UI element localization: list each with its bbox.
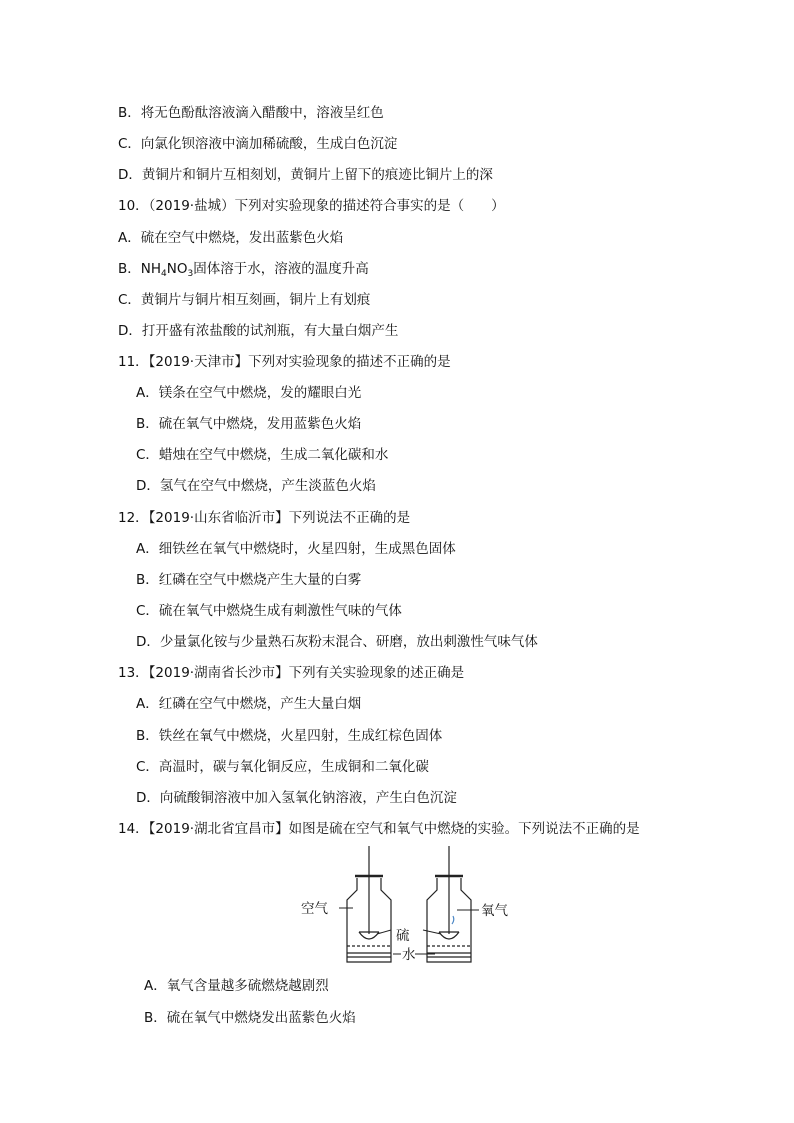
option-d-q13: D．向硫酸铜溶液中加入氢氧化钠溶液，产生白色沉淀 [136, 790, 457, 806]
formula-sub-3: 3 [187, 269, 194, 279]
option-d-q12: D．少量氯化铵与少量熟石灰粉末混合、研磨，放出刺激性气味气体 [136, 634, 538, 650]
option-b-q10 [118, 260, 369, 283]
option-c-q9: C．向氯化钡溶液中滴加稀硫酸，生成白色沉淀 [118, 136, 398, 152]
option-c-q13: C．高温时，碳与氧化铜反应，生成铜和二氧化碳 [136, 759, 429, 775]
option-b-q9: B．将无色酚酞溶液滴入醋酸中，溶液呈红色 [118, 105, 384, 121]
question-12: 12．【2019·山东省临沂市】下列说法不正确的是 [118, 510, 411, 526]
sulfur-combustion-diagram [295, 846, 525, 971]
option-c-q12: C．硫在氧气中燃烧生成有刺激性气味的气体 [136, 603, 402, 619]
formula-prefix: B．NH [118, 261, 162, 277]
option-c-q11: C．蜡烛在空气中燃烧，生成二氧化碳和水 [136, 447, 389, 463]
option-b-q13: B．铁丝在氧气中燃烧，火星四射，生成红棕色固体 [136, 728, 443, 744]
label-oxygen: 氧气 [481, 903, 508, 919]
option-a-q12: A．细铁丝在氧气中燃烧时，火星四射，生成黑色固体 [136, 541, 456, 557]
option-d-q9: D．黄铜片和铜片互相刻划，黄铜片上留下的痕迹比铜片上的深 [118, 167, 493, 183]
formula-sub-4: 4 [161, 269, 167, 279]
oxygen-bottle [427, 846, 471, 962]
label-air: 空气 [301, 901, 328, 917]
formula-mid: NO [166, 261, 188, 277]
option-a-q10: A．硫在空气中燃烧，发出蓝紫色火焰 [118, 230, 344, 246]
option-a-q14: A．氧气含量越多硫燃烧越剧烈 [144, 978, 329, 994]
question-11: 11．【2019·天津市】下列对实验现象的描述不正确的是 [118, 354, 451, 370]
option-d-q10: D．打开盛有浓盐酸的试剂瓶，有大量白烟产生 [118, 323, 399, 339]
air-bottle [347, 846, 391, 962]
option-c-q10: C．黄铜片与铜片相互刻画，铜片上有划痕 [118, 292, 371, 308]
question-13: 13．【2019·湖南省长沙市】下列有关实验现象的述正确是 [118, 665, 465, 681]
option-b-q11: B．硫在氧气中燃烧，发用蓝紫色火焰 [136, 416, 362, 432]
question-14: 14．【2019·湖北省宜昌市】如图是硫在空气和氧气中燃烧的实验。下列说法不正确的是 [118, 821, 640, 837]
label-sulfur: 硫 [396, 928, 410, 944]
option-b-q12: B．红磷在空气中燃烧产生大量的白雾 [136, 572, 362, 588]
sulfur-combustion-figure [295, 846, 525, 971]
formula-suffix: 固体溶于水，溶液的温度升高 [193, 261, 369, 277]
option-b-q14: B．硫在氧气中燃烧发出蓝紫色火焰 [144, 1010, 356, 1026]
option-a-q11: A．镁条在空气中燃烧，发的耀眼白光 [136, 385, 362, 401]
question-10: 10．（2019·盐城）下列对实验现象的描述符合事实的是（ ） [118, 198, 505, 214]
label-water: 水 [402, 947, 416, 963]
option-d-q11: D．氢气在空气中燃烧，产生淡蓝色火焰 [136, 478, 376, 494]
option-a-q13: A．红磷在空气中燃烧，产生大量白烟 [136, 696, 362, 712]
